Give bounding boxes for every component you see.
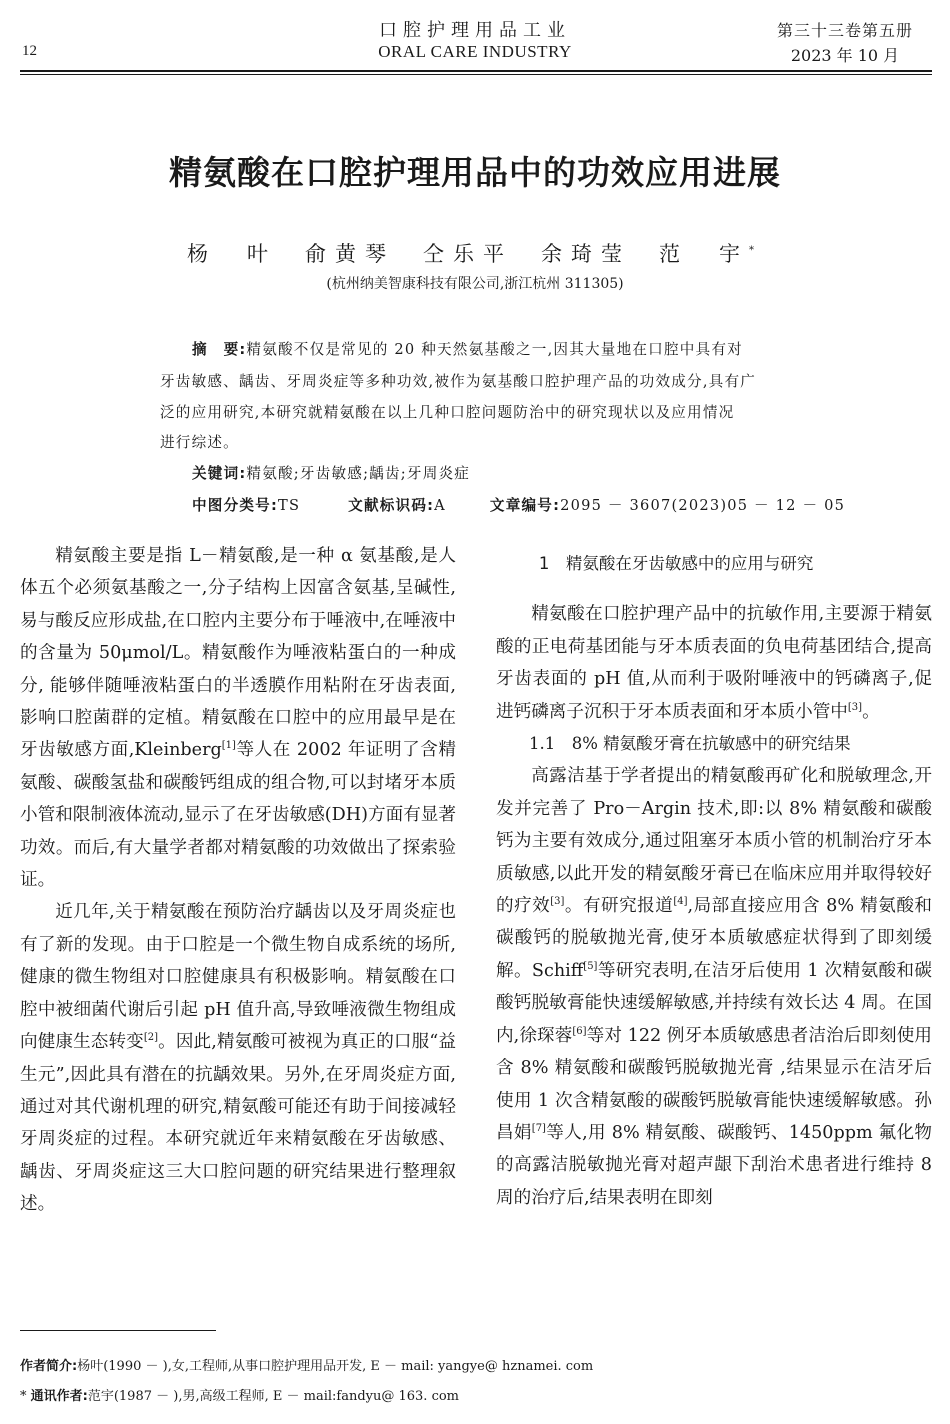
affiliation: (杭州纳美智康科技有限公司,浙江杭州 311305) (326, 276, 624, 292)
classification-line: 中图分类号:TS 文献标识码:A 文章编号:2095 － 3607(2023)05 － 12 － 05 (192, 497, 846, 514)
article-number: 2095 － 3607(2023)05 － 12 － 05 (560, 497, 846, 514)
citation[interactable]: [3] (550, 896, 565, 908)
citation[interactable]: [1] (221, 740, 236, 752)
issue-date: 2023 年 10 月 (790, 46, 900, 65)
body-column-right (496, 540, 932, 1214)
body-column-left (20, 540, 456, 1221)
keywords-label: 关键词: (192, 465, 247, 482)
journal-title-en: ORAL CARE INDUSTRY (378, 42, 572, 61)
abstract-line: 牙齿敏感、龋齿、牙周炎症等多种功效,被作为氨基酸口腔护理产品的功效成分,具有广 (160, 373, 757, 390)
abstract-line: 泛的应用研究,本研究就精氨酸在以上几种口腔问题防治中的研究现状以及应用情况 (160, 404, 735, 421)
header-rule (20, 70, 932, 72)
footnote-rule (20, 1330, 216, 1331)
keywords: 关键词:精氨酸;牙齿敏感;龋齿;牙周炎症 (192, 465, 471, 482)
abstract-line: 进行综述。 (160, 434, 239, 451)
author: 杨 叶 (187, 242, 277, 266)
citation[interactable]: [6] (572, 1025, 587, 1037)
citation[interactable]: [2] (143, 1032, 159, 1044)
paragraph: 精氨酸在口腔护理产品中的抗敏作用,主要源于精氨酸的正电荷基团能与牙本质表面的负电荷基团结合,提高牙齿表面的 pH 值,从而利于吸附唾液中的钙磷离子,促进钙磷离子沉积于牙本质表面和牙本质小管中[3]。 (496, 604, 932, 722)
citation[interactable]: [5] (583, 961, 598, 973)
author: 仝乐平 (423, 242, 513, 266)
subsection-heading: 1.1 8% 精氨酸牙膏在抗敏感中的研究结果 (529, 734, 851, 754)
volume-issue: 第三十三卷第五册 (776, 21, 913, 40)
corresponding-note: * 通讯作者:范宇(1987 － ),男,高级工程师, E － mail:fandyu@ 163. com (20, 1389, 460, 1404)
section-heading: 1 精氨酸在牙齿敏感中的应用与研究 (538, 554, 814, 573)
header-rule-thin (20, 74, 932, 75)
page-number: 12 (22, 43, 37, 59)
paragraph: 近几年,关于精氨酸在预防治疗龋齿以及牙周炎症也有了新的发现。由于口腔是一个微生物自成系统的场所,健康的微生物组对口腔健康具有积极影响。精氨酸在口腔中被细菌代谢后引起 pH 值升高,导致唾液微生物组成向健康生态转变[2]。因此,精氨酸可被视为真正的口服“益生元”,因此具有潜在的抗龋效果。另外,在牙周炎症方面,通过对其代谢机理的研究,精氨酸可能还有助于间接减轻牙周炎症的过程。本研究就近年来精氨酸在牙齿敏感、龋齿、牙周炎症这三大口腔问题的研究结果进行整理叙述。 (20, 902, 456, 1215)
paragraph: 精氨酸主要是指 L－精氨酸,是一种 α 氨基酸,是人体五个必须氨基酸之一,分子结构上因富含氨基,呈碱性,易与酸反应形成盐,在口腔内主要分布于唾液中,在唾液中的含量为 50μmol/L。精氨酸作为唾液粘蛋白的一种成分, 能够伴随唾液粘蛋白的半透膜作用粘附在牙齿表面,影响口腔菌群的定植。精氨酸在口腔中的应用最早是在牙齿敏感方面,Kleinberg[1]等人在 2002 年证明了含精氨酸、碳酸氢盐和碳酸钙组成的组合物,可以封堵牙本质小管和限制液体流动,显示了在牙齿敏感(DH)方面有显著功效。而后,有大量学者都对精氨酸的功效做出了探索验证。 (20, 546, 456, 891)
doc-code: A (434, 497, 446, 514)
author-note: 作者简介:杨叶(1990 － ),女,工程师,从事口腔护理用品开发, E － mail: yangye@ hznamei. com (20, 1359, 594, 1374)
citation[interactable]: [7] (531, 1123, 546, 1135)
author-list (0, 238, 950, 268)
abstract-line: 摘 要:精氨酸不仅是常见的 20 种天然氨基酸之一,因其大量地在口腔中具有对 (192, 341, 743, 358)
author-corresponding: 范 宇* (659, 242, 763, 266)
corresponding-mark: * (749, 245, 763, 256)
citation[interactable]: [3] (847, 701, 863, 713)
clc-code: TS (278, 497, 301, 514)
paragraph: 高露洁基于学者提出的精氨酸再矿化和脱敏理念,开发并完善了 Pro－Argin 技术,即:以 8% 精氨酸和碳酸钙为主要有效成分,通过阻塞牙本质小管的机制治疗牙本质敏感,以此开发的精氨酸牙膏已在临床应用并取得较好的疗效[3]。有研究报道[4],局部直接应用含 8% 精氨酸和碳酸钙的脱敏抛光膏,使牙本质敏感症状得到了即刻缓解。Schiff[5]等研究表明,在洁牙后使用 1 次精氨酸和碳酸钙脱敏膏能快速缓解敏感,并持续有效长达 4 周。在国内,徐琛蓉[6]等对 122 例牙本质敏感患者洁治后即刻使用含 8% 精氨酸和碳酸钙脱敏抛光膏 ,结果显示在洁牙后使用 1 次含精氨酸的碳酸钙脱敏膏能快速缓解敏感。孙昌娟[7]等人,用 8% 精氨酸、碳酸钙、1450ppm 氟化物的高露洁脱敏抛光膏对超声龈下刮治术患者进行维持 8 周的治疗后,结果表明在即刻 (496, 766, 932, 1208)
journal-title-cn: 口腔护理用品工业 (379, 20, 571, 41)
abstract-label: 摘 要: (192, 341, 247, 358)
author: 俞黄琴 (305, 242, 395, 266)
citation[interactable]: [4] (673, 896, 688, 908)
article-title: 精氨酸在口腔护理用品中的功效应用进展 (169, 153, 781, 192)
author: 余琦莹 (541, 242, 631, 266)
